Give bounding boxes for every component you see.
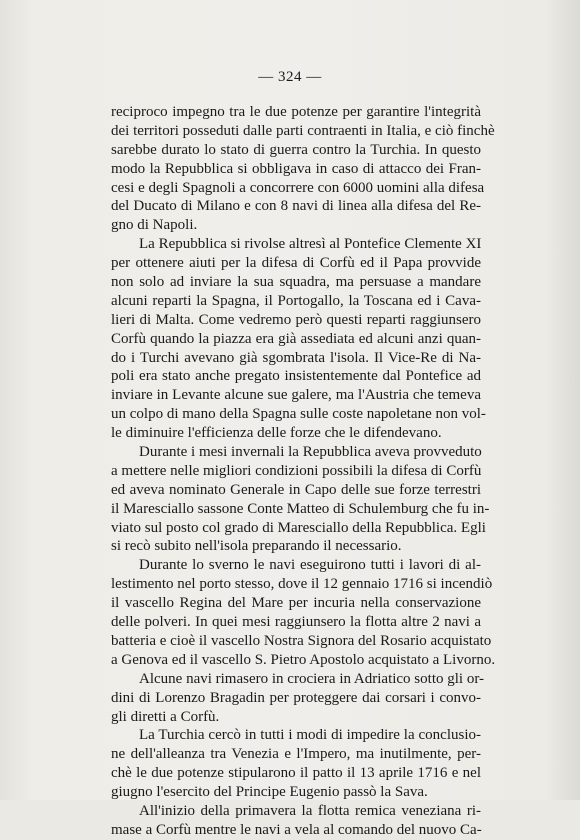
text-line: La Repubblica si rivolse altresì al Pontefice Clemente XI: [139, 236, 482, 253]
text-line: si recò subito nell'isola preparando il necessario.: [111, 538, 402, 555]
text-line: do i Turchi avevano già sgombrata l'isola. Il Vice-Re di Na-: [111, 349, 481, 366]
text-line: lieri di Malta. Come vedremo però questi reparti raggiunsero: [111, 311, 481, 328]
paragraph: [111, 103, 495, 235]
text-line: un colpo di mano della Spagna sulle coste napoletane non vol-: [111, 406, 486, 423]
text-line: inviare in Levante alcune sue galere, ma l'Austria che temeva: [111, 387, 481, 404]
paragraph: [111, 802, 481, 840]
paragraph: [111, 235, 486, 443]
text-line: giugno l'esercito del Principe Eugenio passò la Sava.: [111, 784, 428, 801]
text-line: dini di Lorenzo Bragadin per proteggere dai corsari i convo-: [111, 689, 481, 706]
text-line: mase a Corfù mentre le navi a vela al comando del nuovo Ca-: [111, 821, 482, 838]
body-text: [111, 103, 496, 840]
text-line: chè le due potenze stipularono il patto il 13 aprile 1716 e nel: [111, 765, 481, 782]
text-line: batteria e cioè il vascello Nostra Signora del Rosario acquistato: [111, 632, 492, 649]
text-line: poli era stato anche pregato insistentemente dal Pontefice ad: [111, 368, 481, 385]
text-line: gli diretti a Corfù.: [111, 708, 220, 725]
text-line: a mettere nelle migliori condizioni possibili la difesa di Corfù: [111, 462, 482, 479]
page-number: — 324 —: [258, 69, 322, 85]
text-line: modo la Repubblica si obbligava in caso di attacco dei Fran-: [111, 160, 481, 177]
text-line: delle polveri. In quei mesi raggiunsero la flotta altre 2 navi a: [111, 614, 481, 631]
text-line: Alcune navi rimasero in crociera in Adriatico sotto gli or-: [139, 670, 485, 687]
text-line: Durante lo sverno le navi eseguirono tutti i lavori di al-: [139, 557, 481, 574]
text-line: La Turchia cercò in tutti i modi di impedire la conclusio-: [139, 727, 481, 744]
text-line: dei territori posseduti dalle parti contraenti in Italia, e ciò finchè: [111, 122, 495, 139]
paragraph: [111, 556, 496, 669]
text-line: per ottenere aiuti per la difesa di Corfù ed il Papa provvide: [111, 255, 481, 272]
text-line: alcuni reparti la Spagna, il Portogallo, la Toscana ed i Cava-: [111, 292, 481, 309]
text-line: il vascello Regina del Mare per incuria nella conservazione: [111, 595, 481, 612]
text-line: All'inizio della primavera la flotta remica veneziana ri-: [139, 802, 481, 819]
text-line: il Maresciallo sassone Conte Matteo di Schulemburg che fu in-: [111, 500, 490, 517]
paragraph: [111, 726, 481, 802]
paragraph: [111, 670, 485, 727]
text-line: gno di Napoli.: [111, 217, 198, 234]
text-line: le diminuire l'efficienza delle forze che le difendevano.: [111, 425, 442, 442]
paragraph: [111, 443, 490, 556]
text-line: cesi e degli Spagnoli a concorrere con 6000 uomini alla difesa: [111, 179, 485, 196]
text-line: Durante i mesi invernali la Repubblica aveva provveduto: [139, 444, 482, 461]
text-line: a Genova ed il vascello S. Pietro Apostolo acquistato a Livorno.: [111, 651, 496, 668]
text-line: reciproco impegno tra le due potenze per garantire l'integrità: [111, 104, 481, 120]
text-line: non solo ad inviare la sua squadra, ma persuase a mandare: [111, 274, 481, 291]
text-line: del Ducato di Milano e con 8 navi di linea alla difesa del Re-: [111, 198, 481, 215]
text-line: ed aveva nominato Generale in Capo delle sue forze terrestri: [111, 481, 481, 498]
text-line: viato sul posto col grado di Maresciallo della Repubblica. Egli: [111, 519, 486, 536]
text-line: sarebbe durato lo stato di guerra contro la Turchia. In questo: [111, 141, 481, 158]
text-line: ne dell'alleanza tra Venezia e l'Impero, ma inutilmente, per-: [111, 746, 481, 763]
text-line: lestimento nel porto stesso, dove il 12 gennaio 1716 si incendiò: [111, 576, 493, 593]
text-line: Corfù quando la piazza era già assediata ed alcuni anzi quan-: [111, 330, 481, 347]
